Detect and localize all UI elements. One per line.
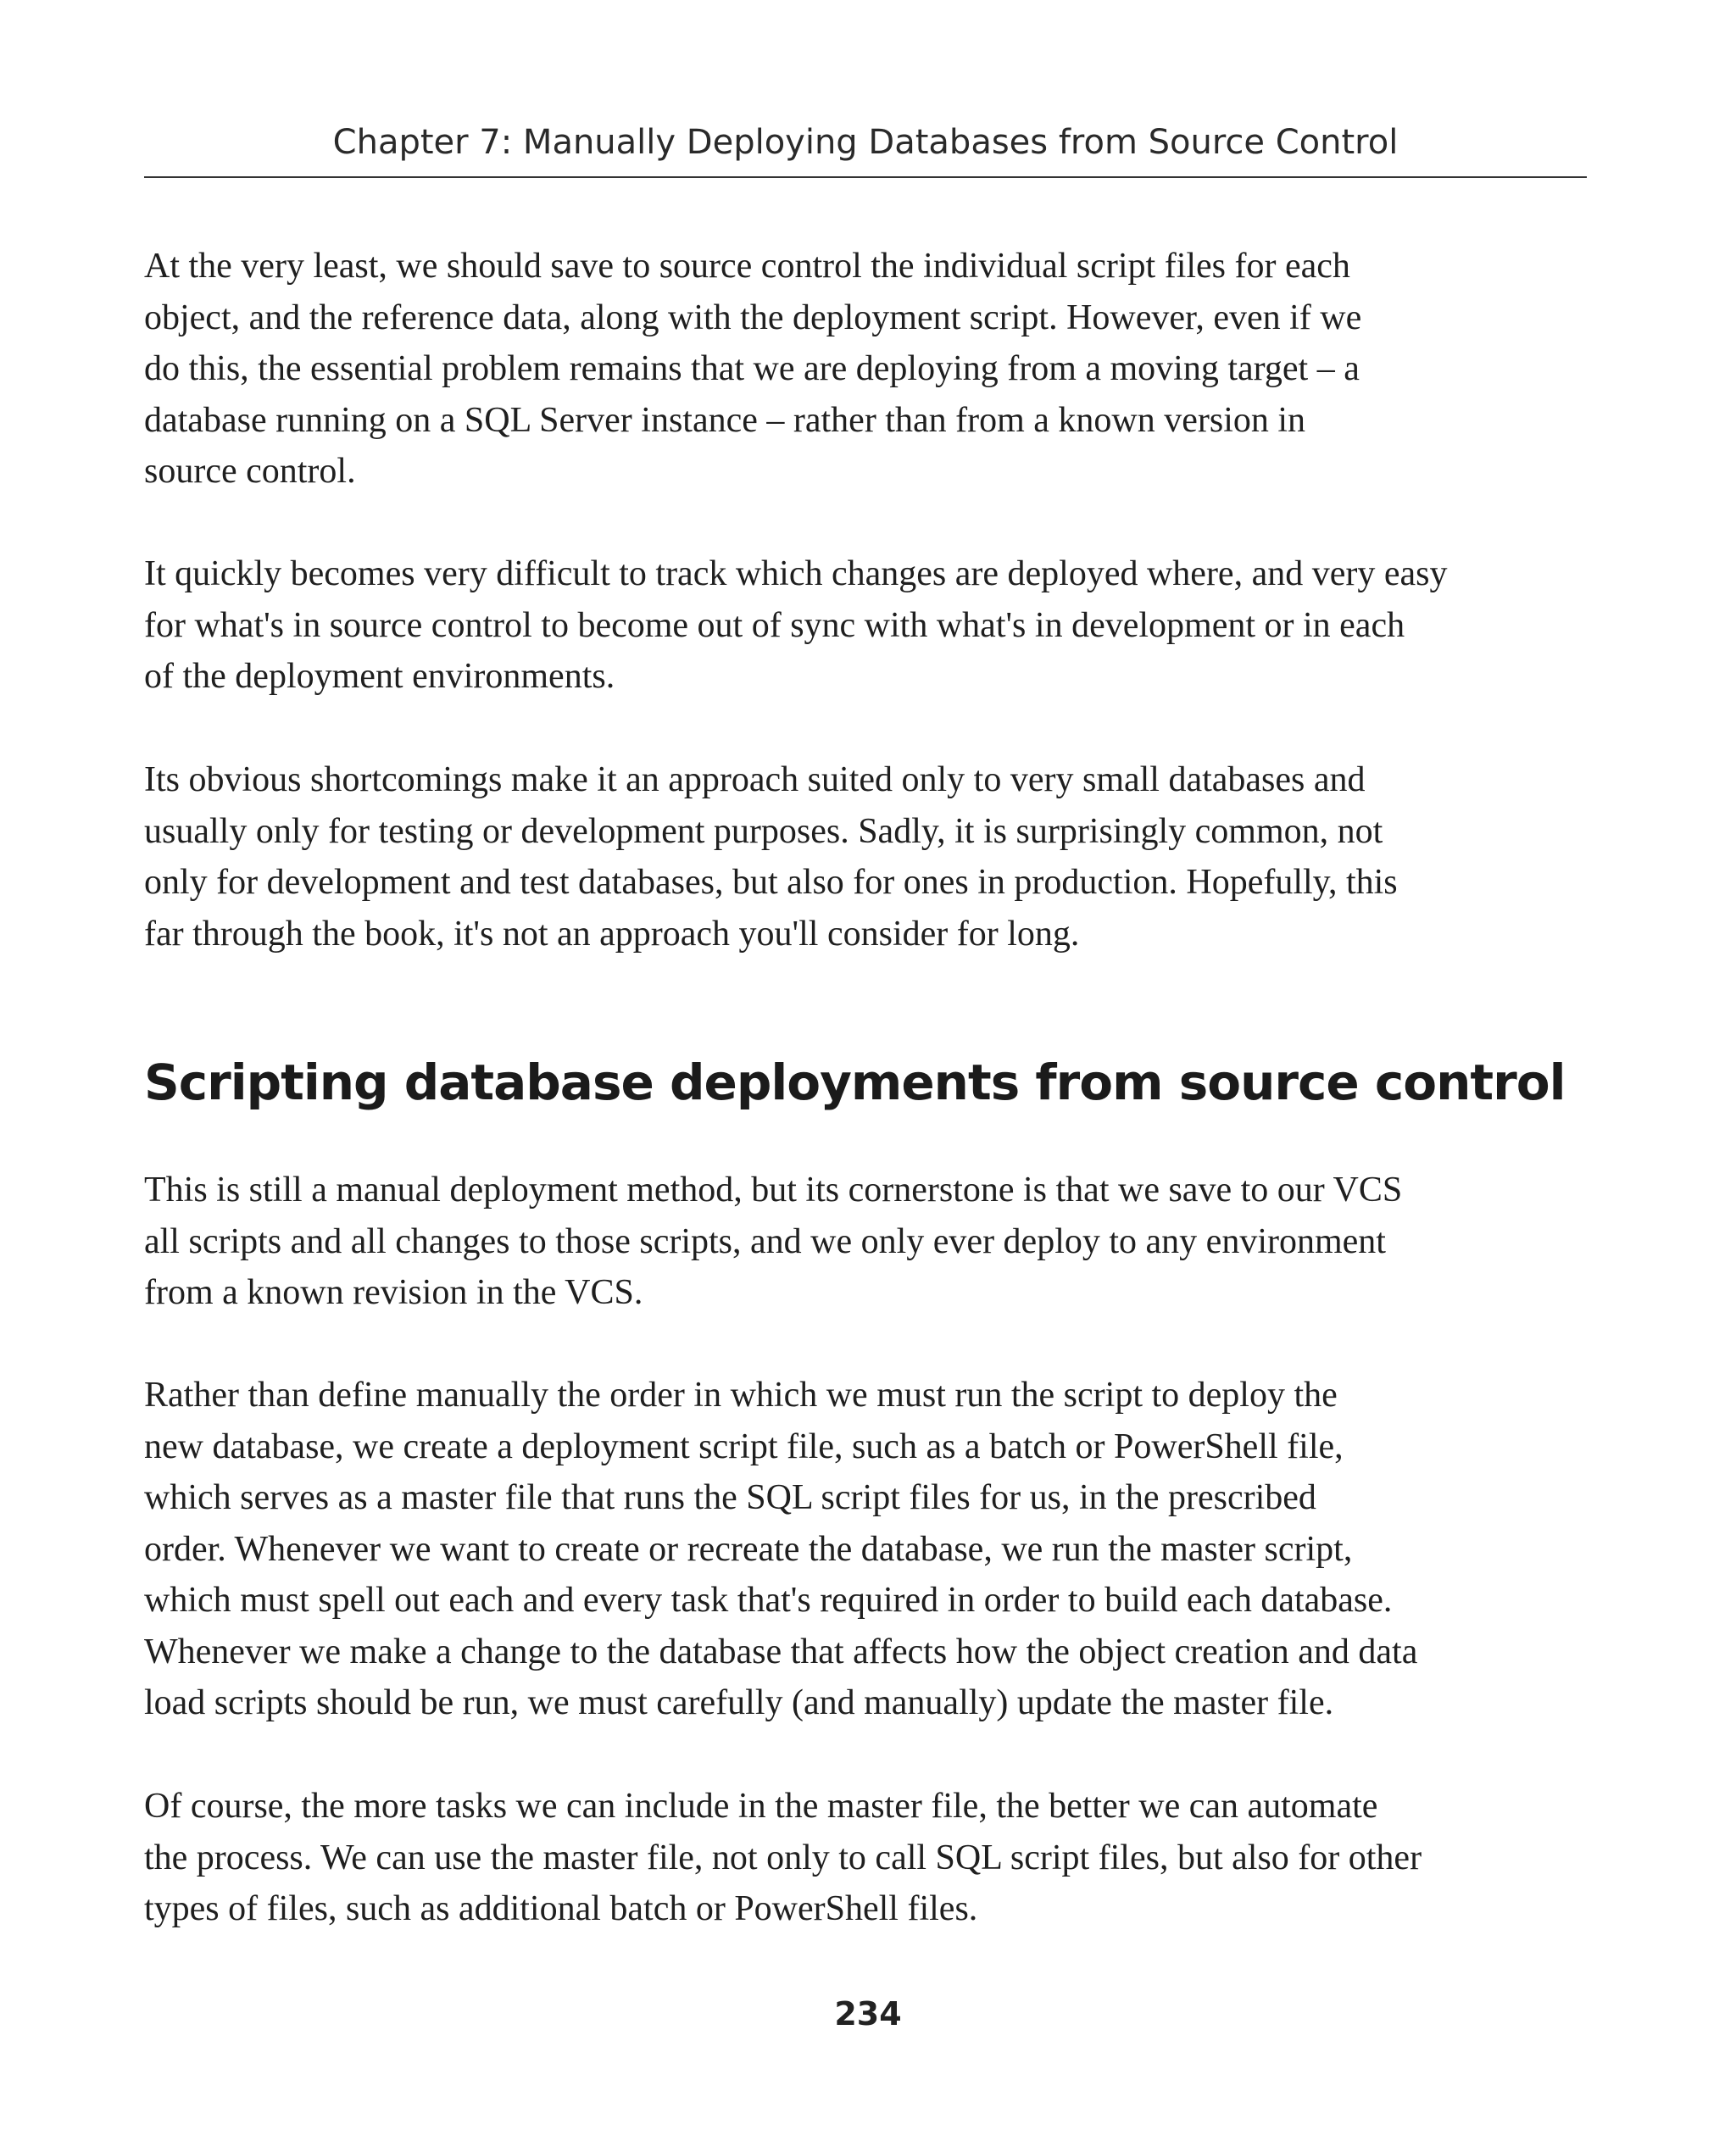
text-line: Of course, the more tasks we can include in the master file, the better we can automate xyxy=(144,1787,1378,1826)
paragraph-3 xyxy=(144,754,1587,959)
text-line: types of files, such as additional batch or PowerShell files. xyxy=(144,1889,978,1928)
running-header: Chapter 7: Manually Deploying Databases from Source Control xyxy=(332,123,1399,162)
text-line: do this, the essential problem remains that we are deploying from a moving target – a xyxy=(144,349,1360,388)
text-line: which must spell out each and every task that's required in order to build each database. xyxy=(144,1581,1393,1620)
text-line: for what's in source control to become out of sync with what's in development or in each xyxy=(144,605,1405,645)
text-line: which serves as a master file that runs the SQL script files for us, in the prescribed xyxy=(144,1478,1316,1517)
text-line: This is still a manual deployment method, but its cornerstone is that we save to our VCS xyxy=(144,1171,1403,1210)
text-line: all scripts and all changes to those scripts, and we only ever deploy to any environment xyxy=(144,1221,1386,1261)
paragraph-2 xyxy=(144,548,1587,703)
text-line: At the very least, we should save to source control the individual script files for each xyxy=(144,247,1350,286)
section-paragraph-1 xyxy=(144,1165,1587,1319)
text-line: It quickly becomes very difficult to track which changes are deployed where, and very easy xyxy=(144,554,1448,593)
section-paragraph-3 xyxy=(144,1781,1587,1935)
text-line: Whenever we make a change to the database that affects how the object creation and data xyxy=(144,1632,1418,1671)
text-line: Rather than define manually the order in which we must run the script to deploy the xyxy=(144,1376,1338,1415)
text-line: order. Whenever we want to create or recreate the database, we run the master script, xyxy=(144,1529,1353,1569)
text-line: usually only for testing or development purposes. Sadly, it is surprisingly common, not xyxy=(144,811,1383,851)
text-line: object, and the reference data, along with the deployment script. However, even if we xyxy=(144,298,1362,337)
text-line: database running on a SQL Server instance – rather than from a known version in xyxy=(144,400,1306,440)
text-line: new database, we create a deployment script file, such as a batch or PowerShell file, xyxy=(144,1426,1344,1466)
text-line: Its obvious shortcomings make it an approach suited only to very small databases and xyxy=(144,760,1366,799)
text-line: only for development and test databases, but also for ones in production. Hopefully, this xyxy=(144,863,1398,902)
text-line: source control. xyxy=(144,452,356,491)
page-number: 234 xyxy=(834,1995,902,2033)
text-line: far through the book, it's not an approach you'll consider for long. xyxy=(144,914,1080,954)
section-heading: Scripting database deployments from source control xyxy=(144,1054,1566,1111)
text-line: load scripts should be run, we must carefully (and manually) update the master file. xyxy=(144,1683,1334,1722)
section-paragraph-2 xyxy=(144,1370,1587,1729)
header-rule xyxy=(144,176,1587,178)
text-line: of the deployment environments. xyxy=(144,657,615,696)
text-line: the process. We can use the master file, not only to call SQL script files, but also for other xyxy=(144,1838,1422,1877)
paragraph-1 xyxy=(144,241,1587,498)
text-line: from a known revision in the VCS. xyxy=(144,1273,643,1312)
